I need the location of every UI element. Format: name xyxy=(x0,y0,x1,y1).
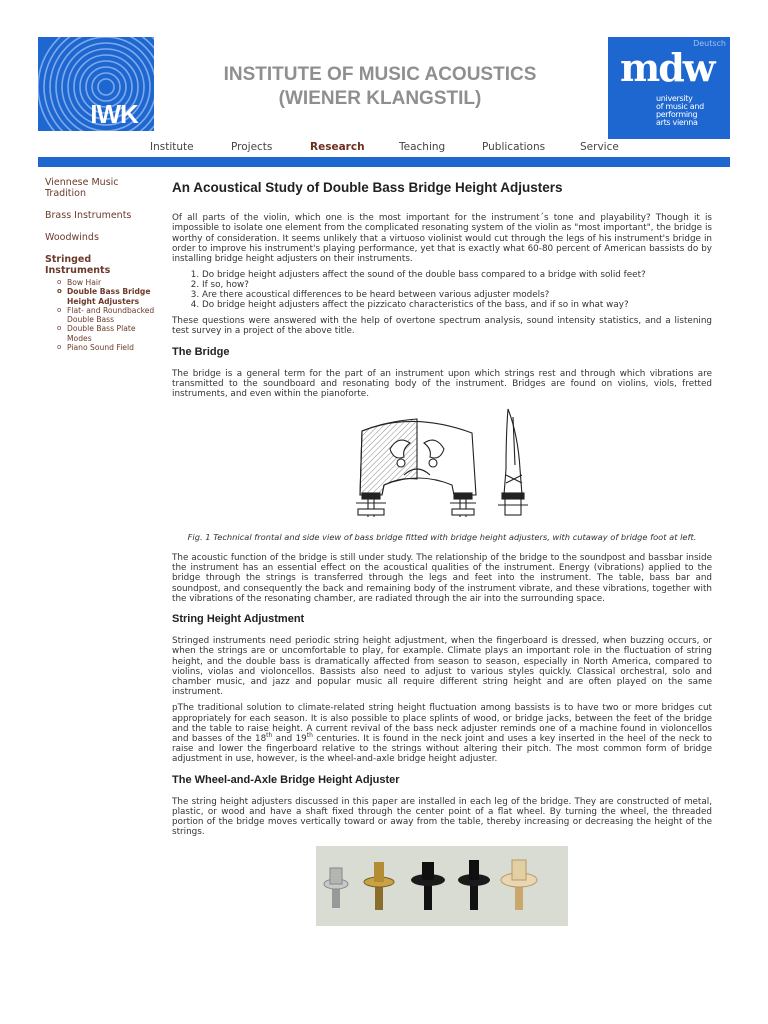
wheel-paragraph-1: The string height adjusters discussed in this paper are installed in each leg of the bridge. They are constructed of metal, plastic, or wood and have a shaft fixed through the center point of a flat wheel. By turning the wheel, the threaded portion of the bridge moves vertically toward or away from the table, thereby increasing or decreasing the height of the strings. xyxy=(172,796,712,838)
figure-caption: Fig. 1 Technical frontal and side view of bass bridge fitted with bridge height adjusters, with cutaway of bridge foot at left. xyxy=(187,532,697,543)
sidebar-subitem-piano-sound-field[interactable]: o Piano Sound Field xyxy=(57,343,157,352)
bridge-side-view xyxy=(498,409,528,515)
question-item: 3. Are there acoustical differences to be heard between various adjuster models? xyxy=(202,290,712,300)
adjusters-photo-image xyxy=(172,846,712,926)
nav-institute[interactable]: Institute xyxy=(150,141,194,153)
adjusters-photo xyxy=(172,846,712,926)
heading-string-height: String Height Adjustment xyxy=(172,612,305,625)
bridge-figure xyxy=(172,405,712,523)
string-paragraph-2: pThe traditional solution to climate-related string height fluctuation among bassists is to have two or more bridges cut appropriately for each season. It is also possible to place splints of wood, or bridge jacks, between the feet of the bridge and the table to raise height. A current revival of the bass neck adjuster reminds one of a machine found in violoncellos and basses of the 18th and 19th centuries. It is found in the neck joint and uses a key inserted in the heel of the neck to raise and lower the fingerboard relative to the strings without altering their pitch. The most common form of bridge adjustment in use, however, is the wheel-and-axle bridge height adjuster. xyxy=(172,703,712,765)
language-link[interactable]: Deutsch xyxy=(693,39,726,48)
heading-the-bridge: The Bridge xyxy=(172,345,230,358)
mdw-logo-text: university of music and performing arts vienna xyxy=(656,94,704,127)
nav-teaching[interactable]: Teaching xyxy=(399,141,446,153)
site-title-line1: INSTITUTE OF MUSIC ACOUSTICS xyxy=(223,64,537,85)
sidebar-subitem-bow-hair[interactable]: o Bow Hair xyxy=(57,278,157,287)
nav-publications[interactable]: Publications xyxy=(482,141,546,153)
article xyxy=(172,180,712,926)
nav-projects[interactable]: Projects xyxy=(231,141,273,153)
article-title: An Acoustical Study of Double Bass Bridge Height Adjusters xyxy=(172,180,563,195)
answer-paragraph: These questions were answered with the help of overtone spectrum analysis, sound intensity statistics, and a listening test survey in a project of the above title. xyxy=(172,316,712,337)
sidebar-item-viennese-music-tradition[interactable]: Viennese Music Tradition xyxy=(45,177,119,199)
question-item: 4. Do bridge height adjusters affect the pizzicato characteristics of the bass, and if so in what way? xyxy=(202,300,712,310)
intro-paragraph: Of all parts of the violin, which one is the most important for the instrument´s tone and playability? Though it is impossible to isolate one element from the complicated resonating system of the violin as "most important", the bridge is worthy of consideration. It seems unlikely that a virtuoso violinist would cut through the legs of his instrument's bridge in order to improve his instrument's playing performance, yet that is exactly what 60-80 percent of American bassists do by installing bridge height adjusters on their instruments. xyxy=(172,213,712,265)
mdw-logo-mark: mdw xyxy=(620,45,714,90)
sidebar-subitem-double-bass-bridge[interactable]: o Double Bass Bridge Height Adjusters xyxy=(57,287,157,306)
iwk-rings-graphic xyxy=(38,37,154,131)
mdw-logo[interactable] xyxy=(608,37,730,139)
sidebar-item-woodwinds[interactable]: Woodwinds xyxy=(45,232,99,243)
site-title xyxy=(160,63,600,111)
bridge-paragraph-2: The acoustic function of the bridge is still under study. The relationship of the bridge to the soundpost and bassbar inside the instrument has an essential effect on the acoustical qualities of the instrument. Energy (vibrations) applied to the bridge through the strings is transferred through the legs and feet into the instrument. The table, bass bar and soundpost, and consequently the back and remaining body of the instrument vibrate, and these vibrations, together with the vibrations of the resonating chamber, are radiated through the air into the surrounding space. xyxy=(172,552,712,604)
sidebar-item-brass-instruments[interactable]: Brass Instruments xyxy=(45,210,132,221)
string-paragraph-1: Stringed instruments need periodic string height adjustment, when the fingerboard is dressed, when buzzing occurs, or when the strings are or uncomfortable to play, for example. Climate plays an important role in the fluctuation of string height, and the double bass is dramatically affected from season to season, especially in North America, compared to violins, violas and violoncellos. Bassists also need to adjust to various styles quickly. Classical orchestral, solo and chamber music, and jazz and popular music all require different string height and are often played on the same instrument. xyxy=(172,636,712,698)
nav-service[interactable]: Service xyxy=(580,141,619,153)
site-title-line2: (WIENER KLANGSTIL) xyxy=(278,88,482,109)
bridge-drawing xyxy=(172,405,712,523)
sidebar-subitem-flat-roundbacked[interactable]: o Flat- and Roundbacked Double Bass xyxy=(57,306,157,325)
bridge-paragraph-1: The bridge is a general term for the part of an instrument upon which strings rest and through which vibrations are transmitted to the soundboard and resonating body of the instrument. Bridges are found on violins, viols, fretted instruments, and even within the pianoforte. xyxy=(172,368,712,400)
heading-wheel-axle: The Wheel-and-Axle Bridge Height Adjuster xyxy=(172,773,400,786)
sidebar-item-stringed-instruments[interactable]: Stringed Instruments xyxy=(45,254,111,276)
iwk-logo-text: IWK xyxy=(90,99,138,129)
question-item: 2. If so, how? xyxy=(202,280,712,290)
sidebar xyxy=(45,177,157,352)
sidebar-subitems xyxy=(45,278,157,352)
nav-divider-bar xyxy=(38,157,730,167)
bridge-front-view xyxy=(356,419,476,517)
question-list xyxy=(172,270,712,310)
sidebar-subitem-plate-modes[interactable]: o Double Bass Plate Modes xyxy=(57,324,157,343)
nav-research[interactable]: Research xyxy=(310,141,365,153)
iwk-logo[interactable] xyxy=(38,37,154,131)
question-item: 1. Do bridge height adjusters affect the sound of the double bass compared to a bridge with solid feet? xyxy=(202,270,712,280)
